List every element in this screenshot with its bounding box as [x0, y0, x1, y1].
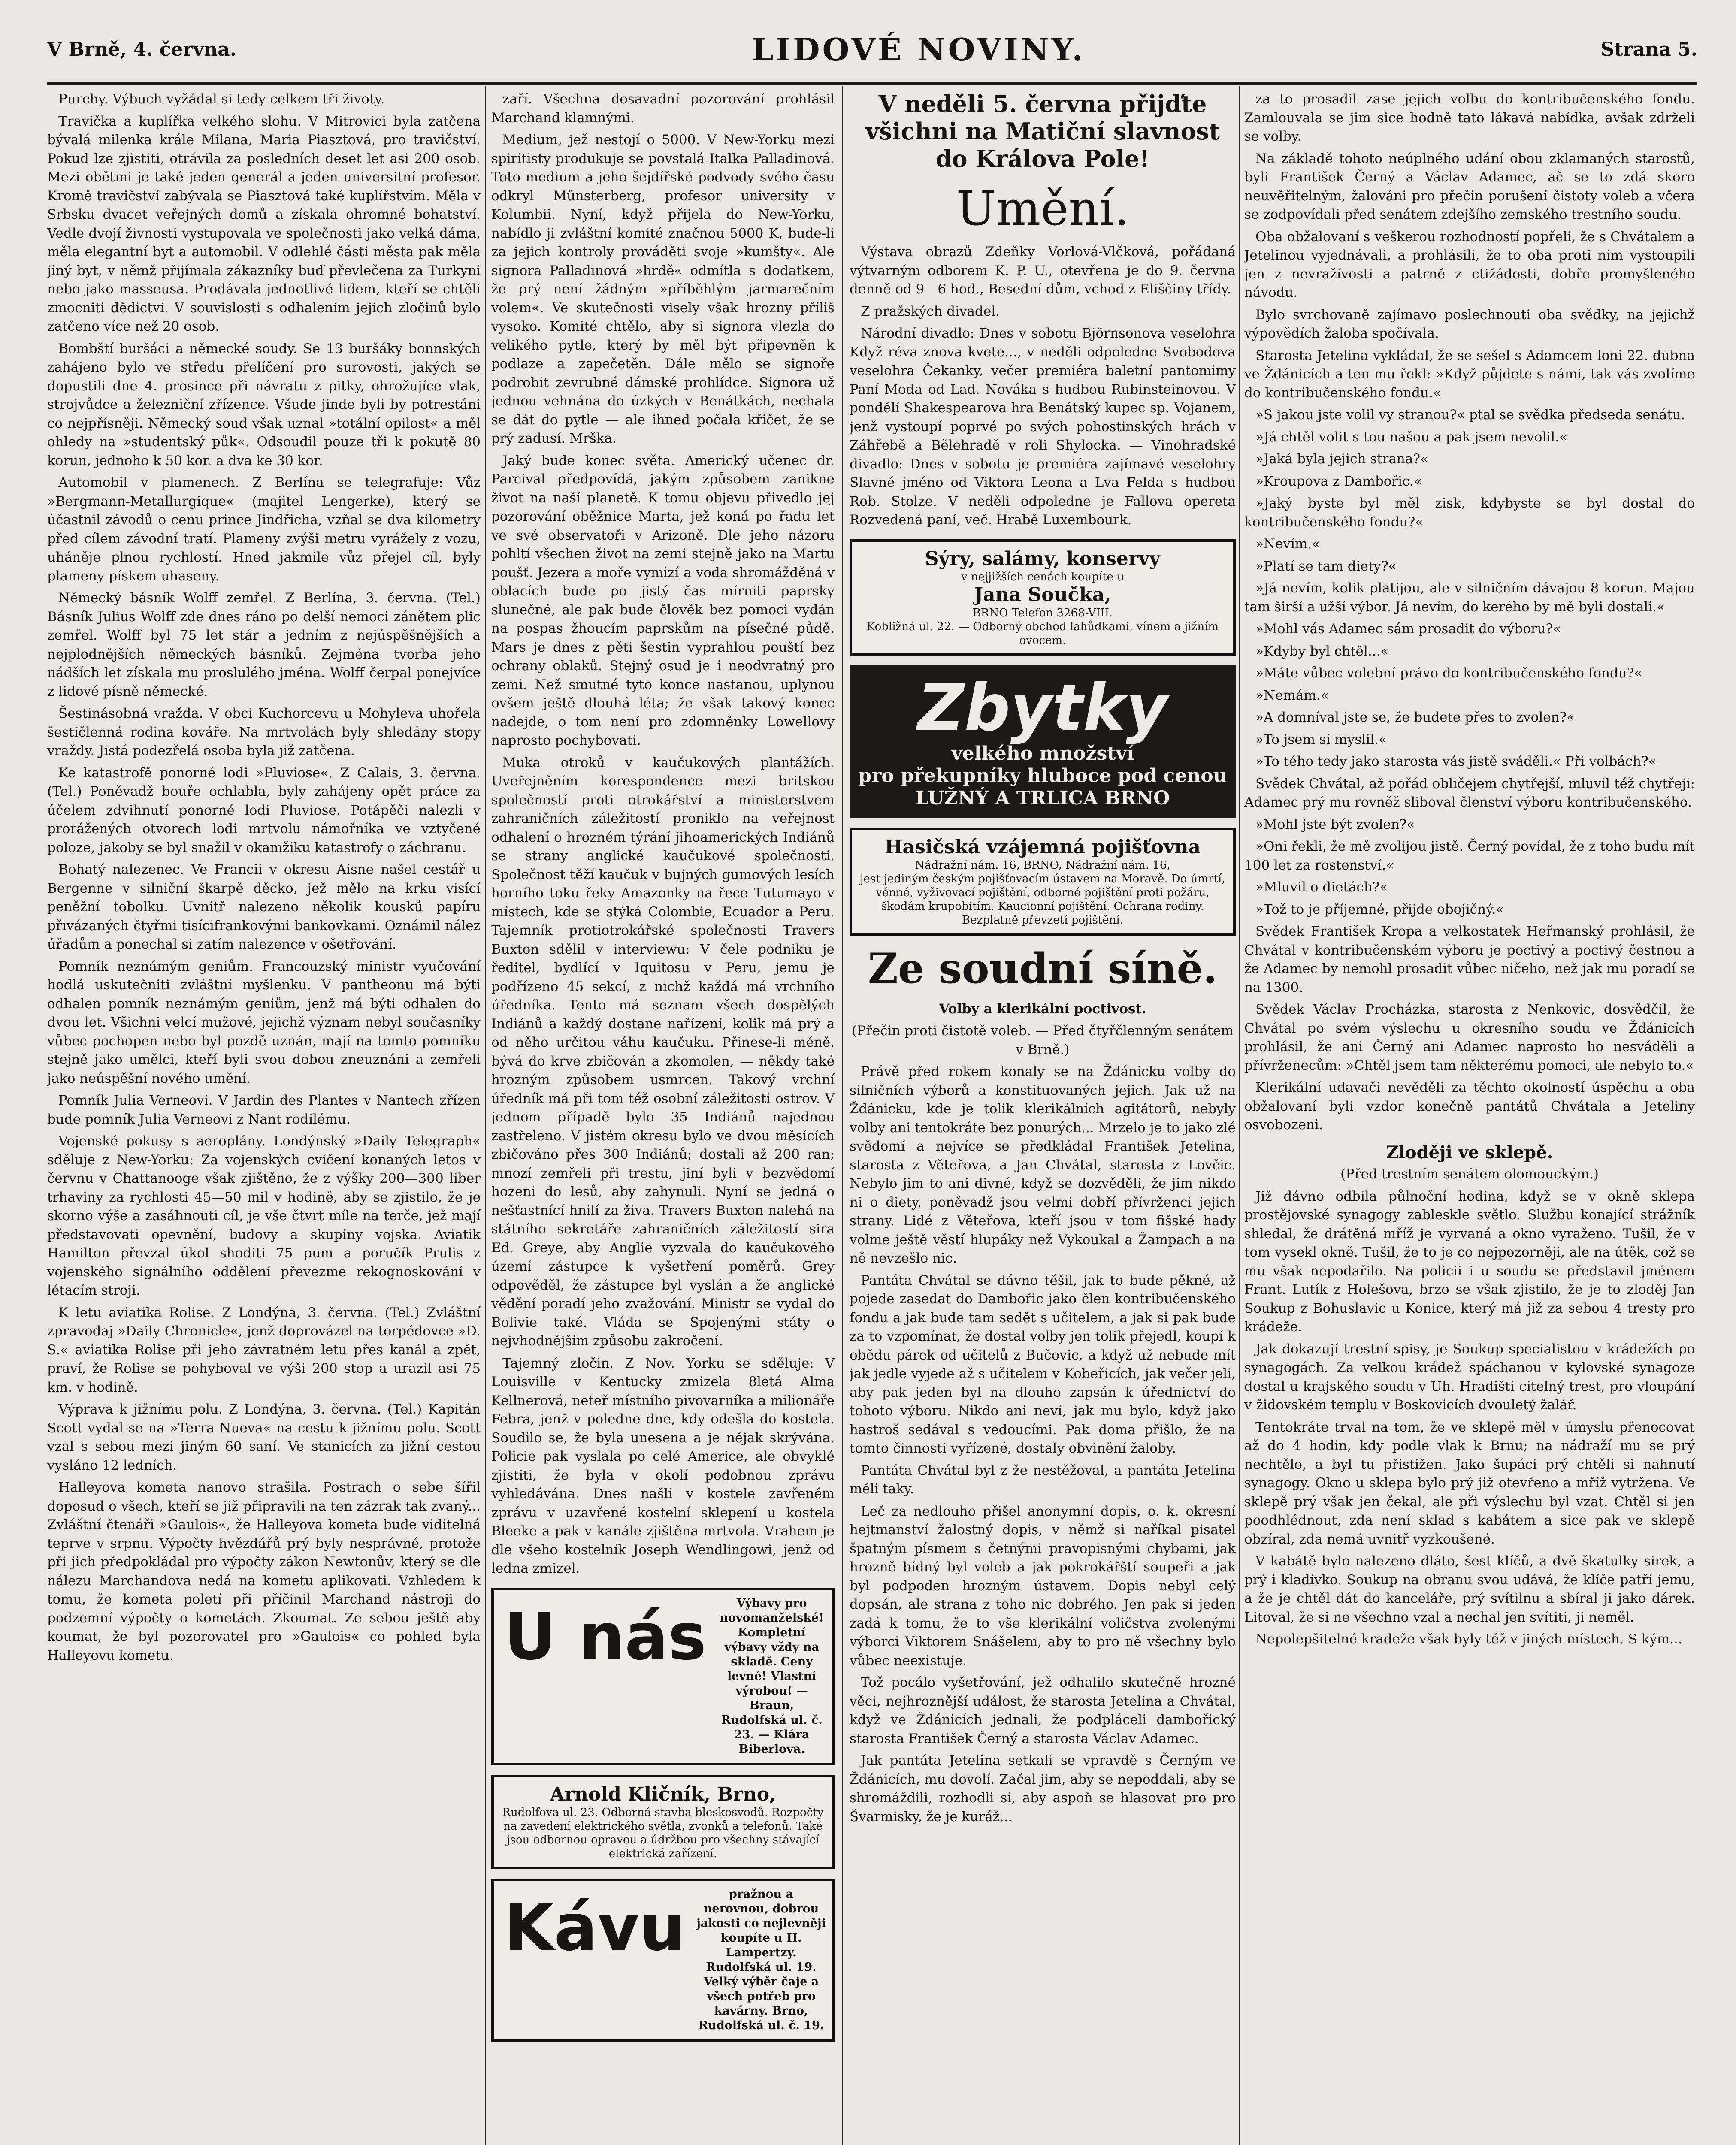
article-paragraph: Pantáta Chvátal byl z že nestěžoval, a pantáta Jetelina měli taky. — [850, 1462, 1236, 1497]
article-paragraph: Ke katastrofě ponorné lodi »Pluviose«. Z Calais, 3. června. (Tel.) Poněvadž bouře ochlabla, byly zahájeny opět práce za účelem zdvihnutí ponorné lodi Pluviose. Potápěči nalezli v prorážených otvorech lodi mrtvolu námořníka ve vztyčené poloze, jakoby se byl snažil v okamžiku katastrofy o záchranu. — [47, 765, 481, 855]
article-paragraph: »Mluvil o dietách?« — [1255, 879, 1388, 895]
masthead-title: LIDOVÉ NOVINY. — [751, 31, 1086, 68]
ad-zbytky-line3: LUŽNÝ A TRLICA BRNO — [915, 787, 1170, 809]
article-paragraph: »Máte vůbec volební právo do kontribučenského fondu?« — [1255, 665, 1642, 681]
ad-u-nas-text: Výbavy pro novomanželské! Kompletní výbavy vždy na skladě. Ceny levné! Vlastní výrobou! — Braun, Rudolfská ul. č. 23. — Klára Biberlova. — [720, 1596, 824, 1756]
article-paragraph: Národní divadlo: Dnes v sobotu Björnsonova veselohra Když réva znova kvete..., v neděli odpoledne Svobodova veselohra Čekanky, večer premiéra baletní pantomimy Paní Moda od Lad. Nováka s hudbou Rubinsteinovou. V pondělí Shakespearova hra Benátský kupec sp. Vojanem, jenž vystoupí poprvé po svých pohostinských hrách v Záhřebě a Bělehradě v roli Shylocka. — Vinohradské divadlo: Dnes v sobotu je premiéra zajímavé veselohry Slavné jméno od Viktora Leona a Lva Felda s hudbou Rob. Stolze. V neděli odpoledne je Fallova opereta Rozvedená paní, več. Hrabě Luxembourk. — [850, 326, 1236, 528]
ad-zbytky-line2: pro překupníky hluboce pod cenou — [858, 764, 1227, 787]
article-paragraph: Šestinásobná vražda. V obci Kuchorcevu u Mohyleva uhořela šestičlenná rodina kováře. Na mrtvolách byly shledány stopy vraždy. Jistá podezřelá osoba byla již zatčena. — [47, 706, 481, 758]
article-paragraph: »Jaká byla jejich strana?« — [1255, 451, 1428, 467]
article-paragraph: Vojenské pokusy s aeroplány. Londýnský »Daily Telegraph« sděluje z New-Yorku: Za vojenských cvičení konaných letos v červnu v Chattanooge však zjištěno, že z výšky 200—300 liber trhaviny za rychlosti 45—50 mil v hodině, aby se zjistilo, že je skorno výše a zasáhnouti cíl, je vše čtvrt míle na terče, jež mají představovati opevnění, budovy a skupiny vojska. Aviatik Hamilton převzal úkol shoditi 75 pum a poručík Prulis z vojenského signálního oddělení převezme rekognoskování v létacím stroji. — [47, 1133, 481, 1298]
article-paragraph: Výstava obrazů Zdeňky Vorlová-Vlčková, pořádaná výtvarným odborem K. P. U., otevřena je do 9. června denně od 9—6 hod., Besední dům, vchod z Eliščiny třídy. — [850, 244, 1236, 297]
column-rule — [485, 86, 486, 2145]
column-2-articles — [491, 90, 835, 1578]
article-paragraph: Pantáta Chvátal se dávno těšil, jak to bude pěkné, až pojede zasedat do Dambořic jako člen kontribučenského fondu a jak bude tam sedět s učitelem, a jak si pak bude za to vzpomínat, že dostal volby jen tolik přejedl, koupí k obědu párek od učitelů z Bučovic, a když už nebude mít jak jedle vyjede až s učitelem v Kobeřicích, jak večer jeli, aby pak jeden byl na dlouho zapsán k úřednictví do tohoto výboru. Nikdo ani neví, jak mu bylo, když jako hastroš sedával s vedoucími. Pak doma přišlo, že na tomto činnosti vyřízené, dostaly obvinění žaloby. — [850, 1272, 1236, 1456]
article-paragraph: »Mohl jste být zvolen?« — [1255, 816, 1415, 832]
article-paragraph: Bylo svrchovaně zajímavo poslechnouti oba svědky, na jejichž výpovědích žaloba spočívala. — [1244, 307, 1695, 341]
article-paragraph: »Oni řekli, že mě zvolijou jistě. Černý povídal, že z toho budu mít 100 let za rostenství.« — [1244, 839, 1695, 873]
article-paragraph: »Platí se tam diety?« — [1255, 558, 1397, 574]
matice-banner: V neděli 5. června přijďte všichni na Matiční slavnost do Králova Pole! — [865, 90, 1220, 172]
article-paragraph: Travička a kuplířka velkého slohu. V Mitrovici byla zatčena bývalá milenka krále Milana, Maria Piasztová, pro travičství. Pokud lze zjistiti, otrávila za posledních deset let asi 200 osob. Mezi obětmi je také jeden generál a jeden universitní profesor. Kromě travičství zabývala se Piasztová také kuplířstvím. Měla v Srbsku dvacet veřejných domů a získala ohromné bohatství. Vedle dvojí živnosti vystupovala ve společnosti jako velká dáma, měla elegantní byt a automobil. V odlehlé části města pak měla jiný byt, v němž přijímala zákazníky buď převlečena za Turkyni nebo jako masseusa. Prodávala jednotlivé lidem, kteří se chtěli zmocniti dědictví. V souvislosti s odhalením jejích zločinů bylo zatčeno více než 20 osob. — [47, 113, 481, 334]
ad-hasicska-title: Hasičská vzájemná pojišťovna — [884, 836, 1201, 858]
ad-hasicska-line2: jest jediným českým pojišťovacím ústavem na Moravě. Do úmrtí, věnné, vyživovací pojištění, odborné pojištění proti požáru, škodám krupobitím. Kaucionní pojištění. Ochrana rodiny. Bezplatně převzetí pojištění. — [860, 872, 1225, 927]
article-paragraph: zaří. Všechna dosavadní pozorování prohlásil Marchand klamnými. — [491, 91, 835, 126]
article-paragraph: »S jakou jste volil vy stranou?« ptal se svědka předseda senátu. — [1255, 407, 1685, 423]
article-paragraph: Klerikální udavači nevěděli za těchto okolností úspěchu a oba obžalovaní byli vzdor konečně pantátů Chvátala a Jeteliny osvobozeni. — [1244, 1080, 1695, 1133]
article-paragraph: Jaký bude konec světa. Americký učenec dr. Parcival předpovídá, jakým způsobem zanikne život na naší planetě. K tomu objevu přivedlo jej pozorování oběžnice Marta, jež koná po řadu let ve své observatoři v Arizoně. Dle jeho názoru pohltí všechen život na zemi stejně jako na Martu poušť. Jezera a moře vymizí a voda shromážděná v oblacích bude po jistý čas mírniti paprsky slunečné, ale pak bude člověk bez pomoci vydán na pospas žhoucím paprskům na písečné půdě. Mars je dnes z pěti šestin vyprahlou pouští bez ochrany oblaků. Stejný osud je i neodvratný pro zemi. Než smutné tyto konce nastanou, uplynou ovšem ještě dlouhá léta; že však takový konec nadejde, o tom není pro zdomněnky Lowellovy naprosto pochybovati. — [491, 453, 835, 748]
article-paragraph: za to prosadil zase jejich volbu do kontribučenského fondu. Zamlouvala se jim sice hodně tato lákavá nabídka, avšak zdrželi se volby. — [1244, 91, 1695, 144]
article-paragraph: Výprava k jižnímu polu. Z Londýna, 3. června. (Tel.) Kapitán Scott vydal se na »Terra Nueva« na cestu k jižnímu polu. Scott vzal s sebou mezi jiným 60 saní. Ve stanicích za jižní cestou vysláno 12 ledních. — [47, 1402, 481, 1473]
ad-zbytky-title: Zbytky — [917, 671, 1168, 746]
article-paragraph: Svědek Václav Procházka, starosta z Nenkovic, dosvědčil, že Chvátal po svém výslechu u okresního soudu ve Ždánicích prohlásil, že ani Černý ani Adamec naprosto ho nesváděli a přívrženecům: »Chtěl jsem tam některému pomoci, ale nebylo to.« — [1244, 1002, 1695, 1073]
ad-u-nas — [491, 1588, 835, 1765]
article-paragraph: Tajemný zločin. Z Nov. Yorku se sděluje: V Louisville v Kentucky zmizela 8letá Alma Kellnerová, neteř místního pivovarníka a milionáře Febra, jenž v poledne dne, kdy odešla do kostela. Soudilo se, že byla unesena a je nějak skrývána. Policie pak vyslala po celé Americe, ale obvyklé zjistiti, že byla v okolí podobnou zprávu vyhledávána. Dnes našli v kostele zavřeném zprávu v uzavřené kostelní sklepení u kostela Bleeke a pak v kanále zjištěna mrtvola. Vrahem je dle všeho kostelník Joseph Wendlingowi, jenž od ledna zmizel. — [491, 1355, 835, 1576]
article-paragraph: Leč za nedlouho přišel anonymní dopis, o. k. okresní hejtmanství žalostný dopis, v němž si naříkal pisatel špatným písmem s četnými pravopisnými chybami, jak hrozně bídný byl voleb a jak pokrokářští soupeři a jak byl podpoden hrozným ústavem. Dopis nebyl celý dopsán, ale strana z toho nic dobrého. Jen pak si jeden zadá k tomu, že to vše klerikální voličstva zvolenými výborci Viktorem Snášelem, aby to pro ně všechny bylo vůbec neexistuje. — [850, 1503, 1236, 1668]
article-paragraph: Právě před rokem konaly se na Ždánicku volby do silničních výborů a konstituovaných jejich. Jak už na Ždánicku, kde je tolik klerikálních agitátorů, nebyly volby ani tentokráte bez ponurých... Mrzelo je to jako zlé svědomí a nejvíce se předkládal František Jetelina, starosta z Věteřova, a Jan Chvátal, starosta z Lovčic. Nebylo jim to ani divné, když se dozvěděli, že jim nikdo ni o diety, poněvadž jsou velmi dobří přívrženci jejich strany. Lidé z Věteřova, kteří jsou v tom fišské hady volme ještě věstí hlupáky než Vykoukal a Žampach a na ně nevzešlo nic. — [850, 1064, 1236, 1266]
article-paragraph: Muka otroků v kaučukových plantážích. Uveřejněním korespondence mezi britskou společností proti otrokářství a ministerstvem zahraničních záležitostí proniklo na veřejnost odhalení o hrozném týrání jihoamerických Indiánů se strany anglické kaučukové společnosti. Společnost těží kaučuk v bujných gumových lesích horního toku řeky Amazonky na řece Tutumayo v místech, kde se stýká Colombie, Ecuador a Peru. Tajemník protiotrokářské společnosti Travers Buxton sdělil v interviewu: V čele podniku je ředitel, bydlící v Iquitosu v Peru, jemu je podřízeno 45 sekcí, z nichž každá má vrchního úředníka. Tento má seznam všech dospělých Indiánů a každý dostane nařízení, kolik má prý a od něho určitou váhu kaučuku. Přinese-li méně, bývá do krve zbičován a zkomolen, — někdy také hrozným způsobem usmrcen. Takový vrchní úředník má při tom též osobní záležitosti ostrov. V jednom případě bylo 35 Indiánů najednou zastřeleno. V jistém okresu bylo ve dvou měsících zbičováno přes 300 Indiánů; dostali až 200 ran; mnozí zemřeli při trestu, jiní byli v bezvědomí hozeni do lesů, aby zahynuli. Nyní se jedná o nešťastnící hnilí za živa. Travers Buxton nalehá na státního sekretáře zahraničních záležitostí sira Ed. Greye, aby Anglie vyzvala do kaučukového území zástupce k vyšetření poměrů. Grey odpověděl, že zástupce byl vyslán a že anglické vědění poradí jeho zvažování. Ministr se vydal do Bolivie také. Vláda se Spojenými státy o nejvhodnějším způsobu zakročení. — [491, 755, 835, 1349]
article-paragraph: Svědek František Kropa a velkostatek Heřmanský prohlásil, že Chvátal v kontribučenském výboru je poctivý a poctivý čestnou a že Adamec by nemohl prosadit vůbec ničeho, než jak mu poradí se na 1300. — [1244, 924, 1695, 995]
article-paragraph: V kabátě bylo nalezeno dláto, šest klíčů, a dvě škatulky sirek, a prý i kladívko. Soukup na obranu svou udává, že klíče patří jemu, a že je chtěl dát do kanceláře, prý svítilnu a sbíral ji jako dárek. Litoval, že si ne všechno vzal a nechal jen svítiti, ji neměl. — [1244, 1553, 1695, 1625]
article-paragraph: Nepolepšitelné kradeže však byly též v jiných místech. S kým... — [1255, 1631, 1682, 1647]
ad-syry-title: Sýry, salámy, konservy — [925, 547, 1161, 570]
column-2 — [491, 90, 835, 2145]
article-paragraph: »Kdyby byl chtěl...« — [1255, 643, 1389, 659]
article-paragraph: Starosta Jetelina vykládal, že se sešel s Adamcem loni 22. dubna ve Ždánicích a ten mu řekl: »Když půjdete s námi, tak vás zvolíme do kontribučenského fondu.« — [1244, 347, 1695, 401]
article-paragraph: Bohatý nalezenec. Ve Francii v okresu Aisne našel cestář u Bergenne v silniční škarpě děcko, jež mělo na krku visící peněžní tobolku. Uvnitř nalezeno několik kousků papíru přivázaných čtyřmi tisícifrankovými bankovkami. Oznámil nález úřadům a ponechal si zatím nalezence v ošetřování. — [47, 862, 481, 952]
ad-klicnik-title: Arnold Kličník, Brno, — [550, 1783, 776, 1805]
ad-zbytky — [850, 665, 1236, 818]
umeni-articles — [850, 243, 1236, 530]
article-subheading: (Před trestním senátem olomouckým.) — [1340, 1166, 1599, 1182]
article-paragraph: Z pražských divadel. — [861, 303, 1000, 319]
article-paragraph: Pomník Julia Verneovi. V Jardin des Plantes v Nantech zřízen bude pomník Julia Verneovi z Nant rodilému. — [47, 1093, 481, 1127]
article-paragraph: Purchy. Výbuch vyžádal si tedy celkem tři životy. — [58, 91, 385, 107]
ad-u-nas-logo: U nás — [504, 1599, 707, 1674]
column-4-articles-2 — [1244, 1187, 1695, 1649]
article-paragraph: »Mohl vás Adamec sám prosadit do výboru?« — [1255, 621, 1561, 637]
article-paragraph: »Jaký byste byl měl zisk, kdybyste se byl dostal do kontribučenského fondu?« — [1244, 495, 1695, 530]
article-paragraph: Tož pocálo vyšetřování, jež odhalilo skutečně hrozné věci, nejhroznější událost, že starosta Jetelina a Chvátal, když ve Ždánicích jednali, že podpláceli dambořický starosta František Černý a starosta Václav Adamec. — [850, 1675, 1236, 1746]
article-heading: Volby a klerikální poctivost. — [939, 1001, 1146, 1017]
article-paragraph: Již dávno odbila půlnoční hodina, když se v okně sklepa prostějovské synagogy zableskle světlo. Službu konající strážník shledal, že drátěná mříž je vyrvaná a okno vyraženo. Tušil, že v tom vysekl okně. Tušil, že to je co nejpozorněji, ale na útěk, což se mu však nepodařilo. Na policii i u soudu se představil jménem Frant. Lutík z Holešova, brzo se však zjistilo, že je to zloděj Jan Soukup z Bohuslavic u Konice, který má již za sebou 4 tresty pro krádeže. — [1244, 1188, 1695, 1335]
article-paragraph: Jak pantáta Jetelina setkali se vpravdě s Černým ve Ždánicích, mu dovolí. Začal jim, aby se nepoddali, aby se shromáždili, rozhodli si, aby aspoň se hlasovat pro pro Švarmisky, že je kuráž... — [850, 1753, 1236, 1825]
article-paragraph: Na základě tohoto neúplného udání obou zklamaných starostů, byli František Černý a Václav Adamec, ač se to zdá skoro neuvěřitelným, žalováni pro přečin porušení čistoty voleb a včera se zodpovídali před senátem zdejšího zemského trestního soudu. — [1244, 151, 1695, 222]
article-paragraph: Medium, jež nestojí o 5000. V New-Yorku mezi spiritisty produkuje se povstalá Italka Palladinová. Toto medium a jeho šejdířské podvody svého času odkryl Münsterberg, profesor university v Kolumbii. Nyní, když přijela do New-Yorku, nabídlo ji zvláštní komité značnou 5000 K, bude-li za jejich kontroly prováděti svoje »kumšty«. Ale signora Palladinová »hrdě« odmítla s dodatkem, že prý není žádným »příběhlým jarmarečním volem«. Ve skutečnosti visely však hrozny příliš vysoko. Komité chtělo, aby si signora vlezla do velikého pytle, který by měl být připevněn k podlaze a zapečetěn. Dále mělo se signoře podrobit zevrubné dámské prohlídce. Signora už jednou vehnána do úzkých v Benátkách, nechala se dát do pytle — ale ihned počala křičet, že se prý zadusí. Mrška. — [491, 132, 835, 446]
header-date: V Brně, 4. června. — [47, 38, 237, 60]
article-paragraph: Bombští buršáci a německé soudy. Se 13 buršáky bonnských zahájeno bylo ve středu přelíčení pro surovosti, jakých se dopustili dne 4. prosince při návratu z pitky, ohrožujíce vlak, strojvůdce a železniční zřízence. Všude jinde byli by potrestáni co nejpřísněji. Německý soud však uznal »totální opilost« a měl ohledy na »studentský půk«. Odsoudil pouze tři k pokutě 80 korun, jednoho k 50 kor. a dva ke 30 kor. — [47, 341, 481, 468]
ad-hasicska — [850, 828, 1236, 936]
article-paragraph: Pomník neznámým geniům. Francouzský ministr vyučování hodlá uskutečniti zvláštní myšlenku. V pantheonu má býti odhalen pomník neznámým geniům, jenž má býti odhalen do dvou let. Všichni velcí mužové, jejichž význam nebyl současníky vůbec pochopen nebo byl pozdě uznán, mají na tomto pomníku stejně jako umělci, kteří byli svou dobou zneuznáni a zemřeli jako neúspěšní nového umění. — [47, 958, 481, 1086]
ad-klicnik-text: Rudolfova ul. 23. Odborná stavba bleskosvodů. Rozpočty na zavedení elektrického světla, zvonků a telefonů. Také jsou odbornou opravou a údržbou pro všechny stávající elektrická zařízení. — [502, 1806, 824, 1860]
column-rule — [842, 86, 843, 2145]
article-paragraph: Oba obžalovaní s veškerou rozhodností popřeli, že s Chvátalem a Jetelinou vyjednávali, a prohlásili, že to oba proti nim vystoupili jen z nevražívosti a patrně z ctižádosti, dobře promyšleného návodu. — [1244, 229, 1695, 300]
page-header — [47, 17, 1697, 85]
article-paragraph: »To tého tedy jako starosta vás jistě sváděli.« Při volbách?« — [1255, 754, 1657, 769]
article-paragraph: »Já chtěl volit s tou našou a pak jsem nevolil.« — [1255, 429, 1567, 445]
ad-hasicska-line1: Nádražní nám. 16, BRNO, Nádražní nám. 16, — [915, 858, 1170, 872]
column-4 — [1244, 90, 1695, 2145]
article-paragraph: Jak dokazují trestní spisy, je Soukup specialistou v krádežích po synagogách. Za velkou krádež spáchanou v kylovské synagoze dostal u krajského soudu v Uh. Hradišti citelný trest, pro vloupání v židovském templu v Boskovicích dvouletý žalář. — [1244, 1341, 1695, 1413]
ad-kavu-text: pražnou a nerovnou, dobrou jakosti co nejlevněji koupíte u H. Lampertzy. Rudolfská ul. 19. Velký výběr čaje a všech potřeb pro kavárny. Brno, Rudolfská ul. č. 19. — [696, 1887, 826, 2032]
column-rule — [1239, 86, 1240, 2145]
ad-zbytky-line1: velkého množství — [951, 742, 1134, 764]
ad-syry-line2: BRNO Telefon 3268-VIII. — [972, 606, 1113, 619]
column-1 — [47, 90, 481, 2145]
ad-syry — [850, 539, 1236, 656]
article-paragraph: »Tož to je příjemné, přijde obojičný.« — [1255, 901, 1504, 917]
section-title-umeni: Umění. — [956, 181, 1129, 236]
column-4-articles — [1244, 90, 1695, 1135]
ad-kavu-logo: Kávu — [504, 1890, 686, 1965]
article-paragraph: »Já nevím, kolik platijou, ale v silničním dávajou 8 korun. Majou tam širší a užší výbor. Já nevím, do kerého by mě byli dostali.« — [1244, 580, 1695, 615]
article-paragraph: Automobil v plamenech. Z Berlína se telegrafuje: Vůz »Bergmann-Metallurgique« (majitel Lengerke), který se účastnil závodů o cenu prince Jindřicha, vzňal se dva kilometry před cílem závodní tratí. Plameny zvýši metru vyrážely z vozu, uháněje plnou rychlostí. Hned jakmile vůz přejel cíl, byly plameny pískem uhaseny. — [47, 475, 481, 584]
column-3 — [850, 90, 1236, 2145]
article-paragraph: Tentokráte trval na tom, že ve sklepě měl v úmyslu přenocovat až do 4 hodin, kdy podle vlak k Brnu; na nádraží mu se prý nechtělo, a byl tu přistižen. Jako šupáci prý chtěli si nahnutí synagogy. Okno u sklepa bylo prý již otevřeno a mříž vytržena. Ve sklepě prý však jen čekal, ale při výslechu byl vzat. Chtěl si jen poodhlédnout, zda není sklad s kabátem a sice pak ve sklepě obzíral, zda nemá uvnitř vyzkoušené. — [1244, 1419, 1695, 1547]
article-paragraph: Německý básník Wolff zemřel. Z Berlína, 3. června. (Tel.) Básník Julius Wolff zde dnes ráno po delší nemoci zánětem plic zemřel. Wolff byl 75 let stár a jedním z nejúspěšnějších a nejplodnějších německých básníků. Zejména tvorba jeho nádších let získala mu proslulého jména. Wolff čerpal ponejvíce z lidové písně německé. — [47, 590, 481, 699]
ad-kavu — [491, 1879, 835, 2042]
page-number: Strana 5. — [1600, 38, 1697, 60]
article-paragraph: K letu aviatika Rolise. Z Londýna, 3. června. (Tel.) Zvláštní zpravodaj »Daily Chronicle«, jenž doprovázel na torpédovce »D. S.« aviatika Rolise při jeho závratném letu přes kanál a zpět, praví, že Rolise se pohyboval ve výši 200 stop a urazil asi 75 km. v hodině. — [47, 1305, 481, 1395]
article-paragraph: »A domníval jste se, že budete přes to zvolen?« — [1255, 710, 1575, 725]
article-paragraph: »Nevím.« — [1255, 536, 1320, 552]
article-paragraph: »Nemám.« — [1255, 687, 1329, 703]
ad-syry-name: Jana Součka, — [974, 583, 1111, 606]
ad-syry-line1: v nejjižších cenách koupíte u — [961, 570, 1125, 583]
article-paragraph: »Kroupova z Dambořic.« — [1255, 473, 1422, 489]
article-paragraph: »To jsem si myslil.« — [1255, 731, 1387, 747]
article-subheading: (Přečin proti čistotě voleb. — Před čtyřčlenným senátem v Brně.) — [852, 1023, 1234, 1057]
article-paragraph: Svědek Chvátal, až pořád obličejem chytřejší, mluvil též chytřeji: Adamec prý mu rovněž sliboval členství výboru kontribučenského. — [1244, 776, 1695, 810]
ad-syry-line3: Kobližná ul. 22. — Odborný obchod lahůdkami, vínem a jižním ovocem. — [866, 620, 1219, 647]
ad-klicnik — [491, 1775, 835, 1869]
article-heading: Zloději ve sklepě. — [1386, 1142, 1553, 1163]
article-paragraph: Halleyova kometa nanovo strašila. Postrach o sebe šířil doposud o všech, kteří se již připravili na ten zázrak tak zvaný... Zvláštní čtenáři »Gaulois«, že Halleyova kometa bude viditelná teprve v srpnu. Výpočty hvězdářů prý byly nesprávné, protože při jich předpokládal pro výpočty zákon Newtonův, který se dle nálezu Marchandova nedá na kometu aplikovati. Vzhledem k tomu, že kometa poletí při příčinil Marchand nástroji do podzemní výpočty o kometách. Zkoumat. Ze sebou ještě aby koumat, že byl pozorovatel pro »Gaulois« co pohled byla Halleyovu kometu. — [47, 1480, 481, 1663]
soudni-articles — [850, 1063, 1236, 1826]
section-title-soudni-sin: Ze soudní síně. — [868, 944, 1218, 993]
